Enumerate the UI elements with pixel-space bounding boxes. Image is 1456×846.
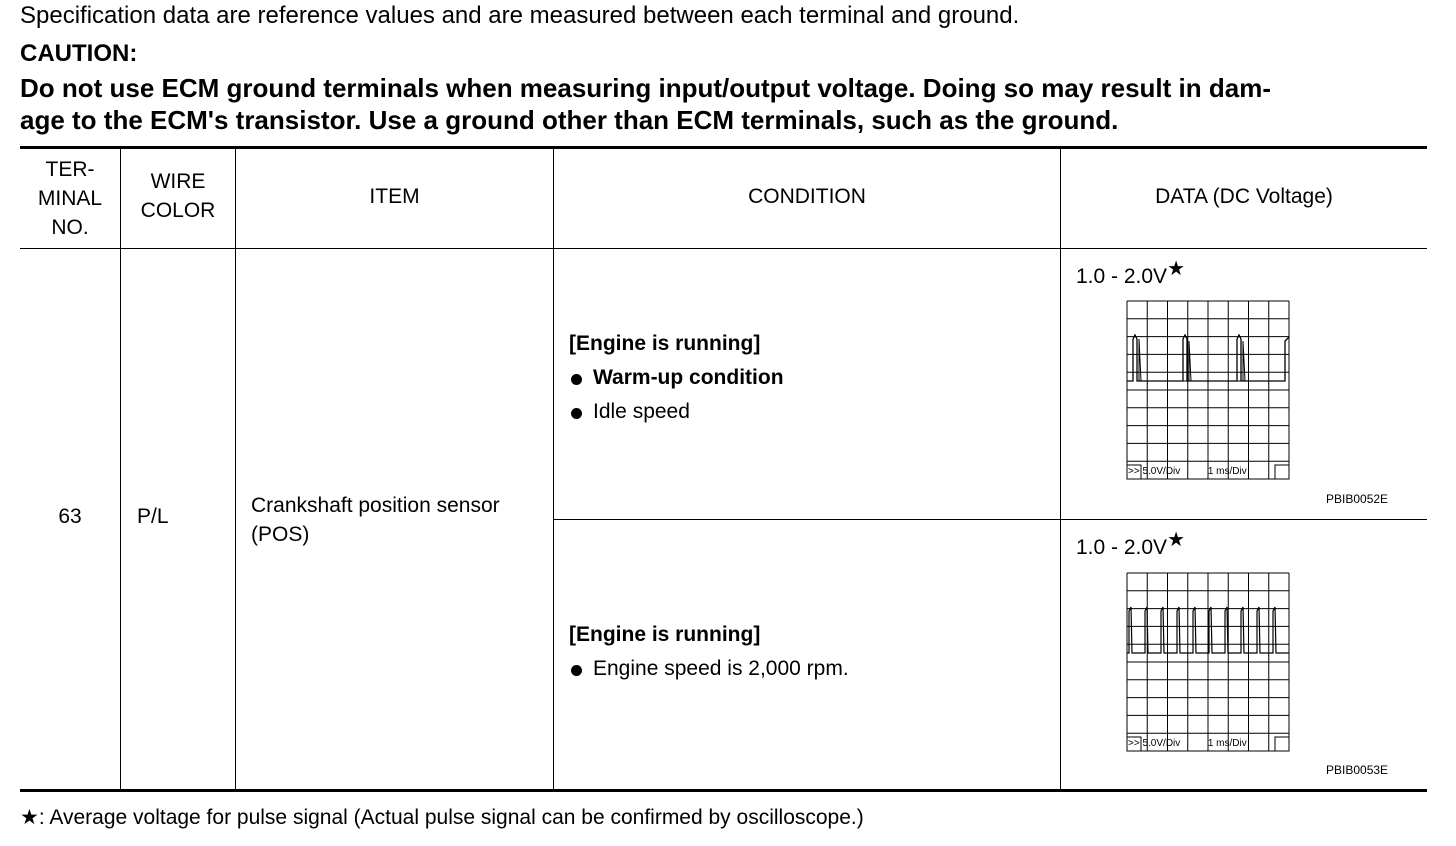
voltage-value-2000rpm [1076, 529, 1185, 560]
voltage-value-idle [1076, 258, 1185, 289]
scope-voltage-scale: 5.0V/Div [1142, 738, 1181, 749]
condition-divider [553, 519, 1427, 520]
column-divider-3 [553, 149, 554, 789]
condition-2000rpm [569, 623, 849, 681]
condition-bullet: Engine speed is 2,000 rpm. [569, 657, 849, 681]
header-bottom-rule [20, 248, 1427, 249]
oscilloscope-waveform-idle [1125, 299, 1291, 482]
table-top-rule [20, 146, 1427, 149]
condition-bullet: Warm-up condition [569, 366, 784, 390]
oscilloscope-waveform-2000rpm [1125, 571, 1291, 754]
condition-idle [569, 332, 784, 424]
header-terminal-line-2: MINAL [37, 187, 103, 210]
condition-bullet: Idle speed [569, 400, 784, 424]
condition-title: [Engine is running] [569, 623, 761, 646]
header-item: ITEM [369, 185, 420, 208]
header-terminal-line-1: TER- [45, 158, 95, 181]
voltage-text: 1.0 - 2.0V [1076, 536, 1168, 559]
wire-color: P/L [137, 505, 169, 528]
header-terminal-no [20, 155, 120, 242]
chevron-right-icon: >> [1128, 466, 1140, 477]
scope-footer-2000rpm [1128, 738, 1247, 749]
item-line-1: Crankshaft position sensor [251, 494, 500, 517]
header-wire-line-2: COLOR [140, 199, 216, 222]
header-data: DATA (DC Voltage) [1155, 185, 1333, 208]
scope-voltage-scale: 5.0V/Div [1142, 466, 1181, 477]
item-name [251, 491, 500, 549]
item-line-2: (POS) [251, 523, 310, 546]
column-divider-1 [120, 149, 121, 789]
figure-id: PBIB0052E [1326, 492, 1389, 506]
star-icon: ★ [20, 806, 39, 829]
column-divider-4 [1060, 149, 1061, 789]
caution-line-1: Do not use ECM ground terminals when measuring input/output voltage. Doing so may result in dam- [20, 73, 1271, 103]
header-terminal-line-3: NO. [51, 216, 89, 239]
header-wire-line-1: WIRE [150, 170, 206, 193]
star-icon: ★ [1167, 258, 1185, 280]
footnote-text: : Average voltage for pulse signal (Actual pulse signal can be confirmed by oscilloscope.) [38, 806, 864, 829]
scope-time-scale: 1 ms/Div [1207, 738, 1247, 749]
column-divider-2 [235, 149, 236, 789]
footnote [20, 805, 864, 830]
figure-id: PBIB0053E [1326, 763, 1389, 777]
caution-body [20, 72, 1430, 136]
chevron-right-icon: >> [1128, 738, 1140, 749]
header-wire-color [121, 167, 235, 225]
header-condition: CONDITION [748, 185, 866, 208]
voltage-text: 1.0 - 2.0V [1076, 265, 1168, 288]
caution-line-2: age to the ECM's transistor. Use a ground other than ECM terminals, such as the ground. [20, 105, 1119, 135]
terminal-number: 63 [58, 505, 82, 528]
star-icon: ★ [1167, 529, 1185, 551]
scope-time-scale: 1 ms/Div [1207, 466, 1247, 477]
table-bottom-rule [20, 789, 1427, 792]
intro-text: Specification data are reference values and are measured between each terminal and ground. [20, 2, 1020, 29]
scope-footer-idle [1128, 466, 1247, 477]
caution-title: CAUTION: [20, 40, 138, 67]
condition-title: [Engine is running] [569, 332, 761, 355]
